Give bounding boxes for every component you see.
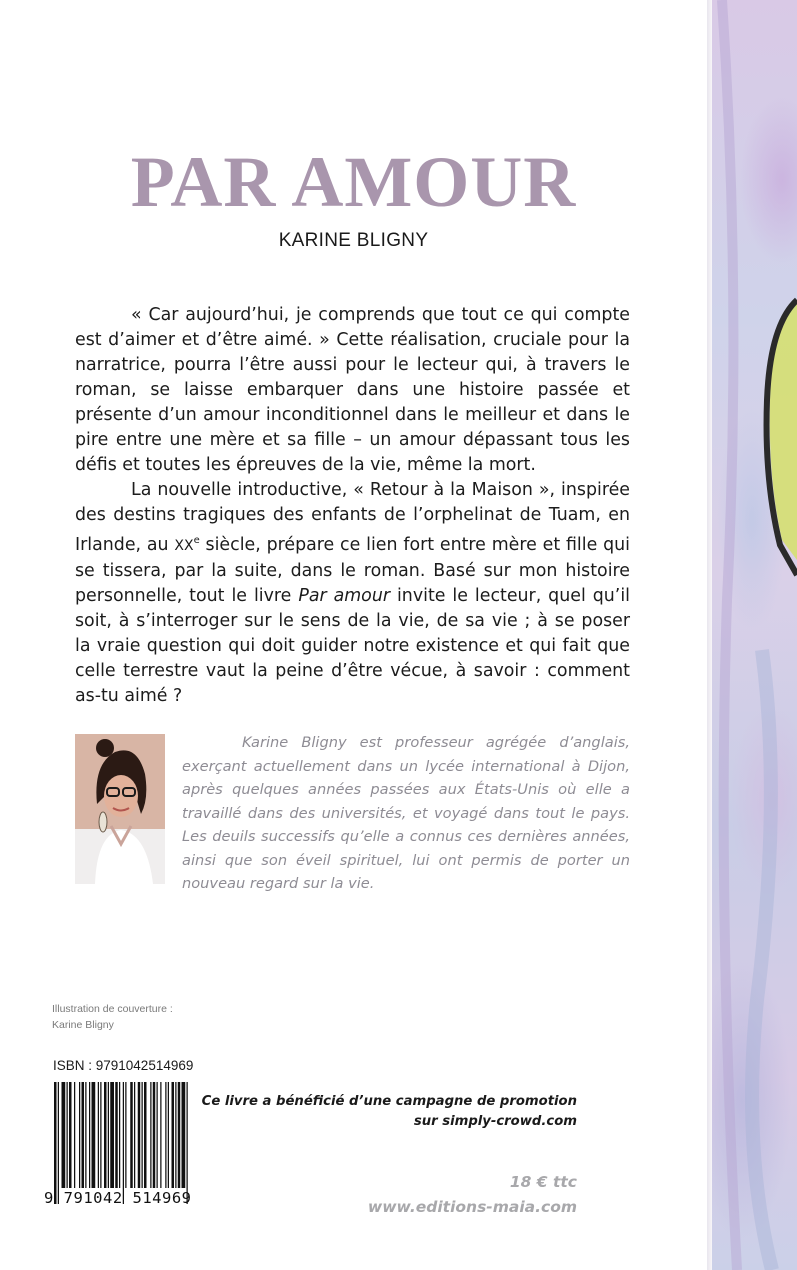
barcode-bar [89,1082,90,1188]
barcode-bar [172,1082,175,1188]
barcode-bar [123,1082,124,1204]
barcode-bar [134,1082,135,1188]
barcode-bar [168,1082,169,1188]
barcode-bar [125,1082,126,1188]
century-number: XX [174,537,194,554]
illustration-credit-name: Karine Bligny [52,1019,114,1031]
barcode-bar [115,1082,118,1188]
barcode-bar [58,1082,59,1204]
author-portrait-illustration [75,734,165,884]
barcode-bar [104,1082,107,1188]
synopsis-paragraph-1: « Car aujourd’hui, je comprends que tout ce qui compte est d’aimer et d’être aimé. » Cette réalisation, cruciale pour la narratrice, pourra l’être aussi pour le lecteur qui, à travers le roman, se laisse embarquer dans une histoire passée et présente d’un amour inconditionnel dans le meilleur et dans le pire entre une mère et sa fille – un amour dépassant tous les défis et toutes les épreuves de la vie, même la mort. [75,305,630,475]
barcode-bar [153,1082,156,1188]
price: 18 € ttc [509,1173,577,1191]
barcode-bar [178,1082,181,1188]
barcode-bar [187,1082,188,1204]
century-suffix: e [193,535,200,546]
barcode-bar [92,1082,96,1188]
barcode-bar [62,1082,66,1188]
book-title-inline: Par amour [298,585,390,606]
barcode-bar [142,1082,143,1188]
promotion-line-2: sur simply-crowd.com [413,1114,577,1129]
barcode-bar [138,1082,141,1188]
watercolor-illustration [712,0,797,1270]
author-bio: Karine Bligny est professeur agrégée d’anglais, exerçant actuellement dans un lycée international à Dijon, après quelques années passées aux États-Unis où elle a travaillé dans des universités, et voyagé dans tout le pays. Les deuils successifs qu’elle a connus ces dernières années, ainsi que son éveil spirituel, lui ont permis de porter un nouveau regard sur la vie. [182,734,630,892]
promotion-note [202,1092,577,1132]
barcode-bar [144,1082,147,1188]
author-photo [75,734,165,884]
barcode-bar [74,1082,75,1188]
synopsis-text: invite le lecteur, quel qu’il soit, à s’interroger sur le sens de la vie, de sa vie ; à se poser la vraie question qui doit guider notre existence et qui fait que celle terrestre vaut la peine d’être vécue, à savoir : comment as-tu aimé ? [75,585,630,706]
barcode-bar [100,1082,101,1188]
isbn-label: ISBN : 9791042514969 [53,1058,194,1073]
synopsis-paragraph-2 [75,478,630,709]
barcode-bar [175,1082,176,1188]
barcode-bar [119,1082,120,1188]
publisher-website: www.editions-maia.com [367,1198,577,1216]
barcode-bar [160,1082,161,1188]
barcode-bar [157,1082,158,1188]
barcode-digits: 9 791042 514969 [44,1189,192,1207]
synopsis-text: siècle, prépare ce lien fort entre mère et fille qui se tissera, par la suite, dans le roman. Basé sur mon histoire personnelle, tout le livre [75,534,630,606]
book-title: PAR AMOUR [130,142,577,222]
author-name: KARINE BLIGNY [278,230,429,251]
barcode-bar [98,1082,99,1188]
barcode-bar [108,1082,109,1188]
barcode-bar [130,1082,133,1188]
synopsis-text: La nouvelle introductive, « Retour à la Maison », inspirée des destins tragiques des enfants de l’orphelinat de Tuam, en Irlande, au [75,480,630,555]
barcode-bar [69,1082,72,1188]
barcode-bar [85,1082,86,1188]
barcode-bar [110,1082,114,1188]
synopsis [75,303,630,709]
promotion-line-1: Ce livre a bénéficié d’une campagne de promotion [201,1094,577,1109]
barcode-bar [79,1082,80,1188]
front-cover-watercolor-strip [712,0,797,1270]
barcode-bar [165,1082,166,1188]
illustration-credit-label: Illustration de couverture : [52,1003,173,1015]
barcode-bar [82,1082,85,1188]
barcode-bar [182,1082,186,1188]
barcode-bar [67,1082,68,1188]
barcode-bar [54,1082,57,1204]
barcode-bar [150,1082,151,1188]
